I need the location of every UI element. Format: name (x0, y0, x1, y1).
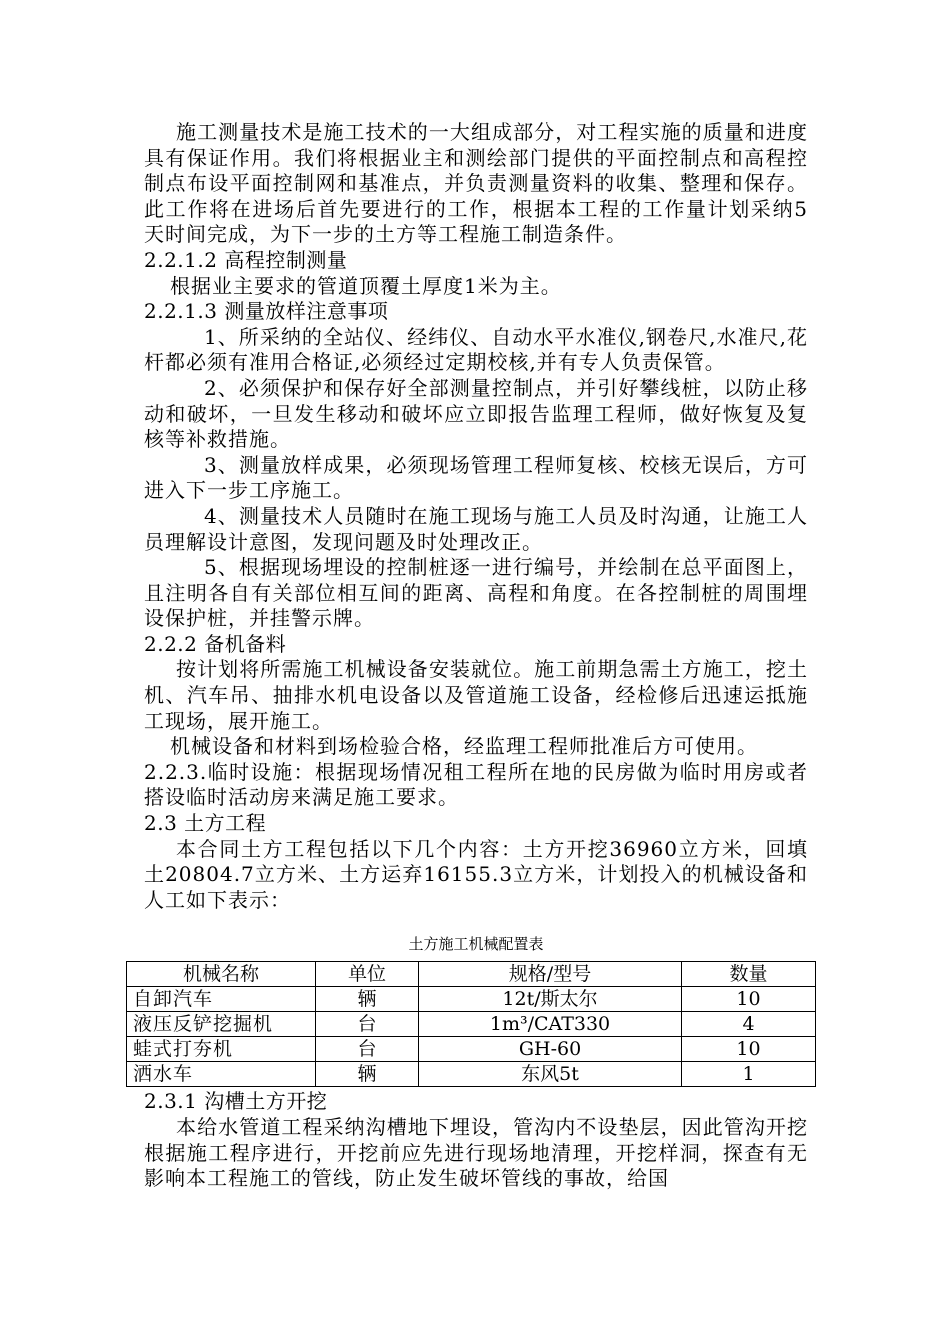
table-row (127, 1037, 816, 1062)
section-heading: 2.2.2 备机备料 (144, 631, 287, 656)
table-row (127, 1012, 816, 1037)
cell-machine-name: 液压反铲挖掘机 (127, 1012, 316, 1037)
cell-quantity: 10 (682, 987, 816, 1012)
table-row (127, 1062, 816, 1087)
paragraph: 2、必须保护和保存好全部测量控制点，并引好攀线桩，以防止移动和破坏，一旦发生移动和破坏应立即报告监理工程师，做好恢复及复核等补救措施。 (144, 375, 808, 452)
header-unit: 单位 (316, 962, 419, 987)
paragraph: 3、测量放样成果，必须现场管理工程师复核、校核无误后，方可进入下一步工序施工。 (144, 452, 808, 503)
section-heading: 2.3.1 沟槽土方开挖 (144, 1089, 328, 1114)
cell-quantity: 1 (682, 1062, 816, 1087)
table-row (127, 987, 816, 1012)
cell-spec: 12t/斯太尔 (419, 987, 682, 1012)
paragraph: 本给水管道工程采纳沟槽地下埋设，管沟内不设垫层，因此管沟开挖根据施工程序进行，开挖前应先进行现场地清理，开挖样洞，探查有无影响本工程施工的管线，防止发生破坏管线的事故，给国 (144, 1115, 808, 1191)
table-header-row (127, 962, 816, 987)
paragraph: 机械设备和材料到场检验合格，经监理工程师批准后方可使用。 (170, 734, 758, 759)
paragraph: 1、所采纳的全站仪、经纬仪、自动水平水准仪,钢卷尺,水准尺,花杆都必须有准用合格证,必须经过定期校核,并有专人负责保管。 (144, 324, 808, 375)
cell-machine-name: 蛙式打夯机 (127, 1037, 316, 1062)
paragraph: 4、测量技术人员随时在施工现场与施工人员及时沟通，让施工人员理解设计意图，发现问题及时处理改正。 (144, 503, 808, 554)
paragraph: 按计划将所需施工机械设备安装就位。施工前期急需土方施工，挖土机、汽车吊、抽排水机电设备以及管道施工设备，经检修后迅速运抵施工现场，展开施工。 (144, 657, 808, 733)
paragraph: 施工测量技术是施工技术的一大组成部分，对工程实施的质量和进度具有保证作用。我们将根据业主和测绘部门提供的平面控制点和高程控制点布设平面控制网和基准点，并负责测量资料的收集、整理和保存。此工作将在进场后首先要进行的工作，根据本工程的工作量计划采纳5天时间完成，为下一步的土方等工程施工制造条件。 (144, 120, 808, 247)
cell-spec: 1m³/CAT330 (419, 1012, 682, 1037)
cell-quantity: 10 (682, 1037, 816, 1062)
cell-unit: 辆 (316, 987, 419, 1012)
cell-machine-name: 洒水车 (127, 1062, 316, 1087)
equipment-table (126, 961, 816, 1087)
body-text-top (144, 120, 808, 913)
document-page (133, 120, 808, 1192)
section-heading: 2.2.1.2 高程控制测量 (144, 247, 348, 272)
cell-unit: 辆 (316, 1062, 419, 1087)
cell-quantity: 4 (682, 1012, 816, 1037)
paragraph: 本合同土方工程包括以下几个内容：土方开挖36960立方米，回填土20804.7立方米、土方运弃16155.3立方米，计划投入的机械设备和人工如下表示： (144, 836, 808, 912)
paragraph: 5、根据现场埋设的控制桩逐一进行编号，并绘制在总平面图上，且注明各自有关部位相互间的距离、高程和角度。在各控制桩的周围埋设保护桩，并挂警示牌。 (144, 555, 808, 631)
header-spec-model: 规格/型号 (419, 962, 682, 987)
section-heading: 2.3 土方工程 (144, 811, 267, 836)
paragraph: 根据业主要求的管道顶覆土厚度1米为主。 (170, 273, 562, 298)
header-quantity: 数量 (682, 962, 816, 987)
paragraph: 2.2.3.临时设施：根据现场情况租工程所在地的民房做为临时用房或者搭设临时活动房来满足施工要求。 (144, 759, 808, 810)
cell-unit: 台 (316, 1012, 419, 1037)
cell-unit: 台 (316, 1037, 419, 1062)
cell-spec: 东风5t (419, 1062, 682, 1087)
cell-spec: GH-60 (419, 1037, 682, 1062)
table-caption: 土方施工机械配置表 (408, 937, 544, 954)
header-machine-name: 机械名称 (127, 962, 316, 987)
section-heading: 2.2.1.3 测量放样注意事项 (144, 299, 389, 324)
cell-machine-name: 自卸汽车 (127, 987, 316, 1012)
body-text-bottom (144, 1089, 808, 1191)
